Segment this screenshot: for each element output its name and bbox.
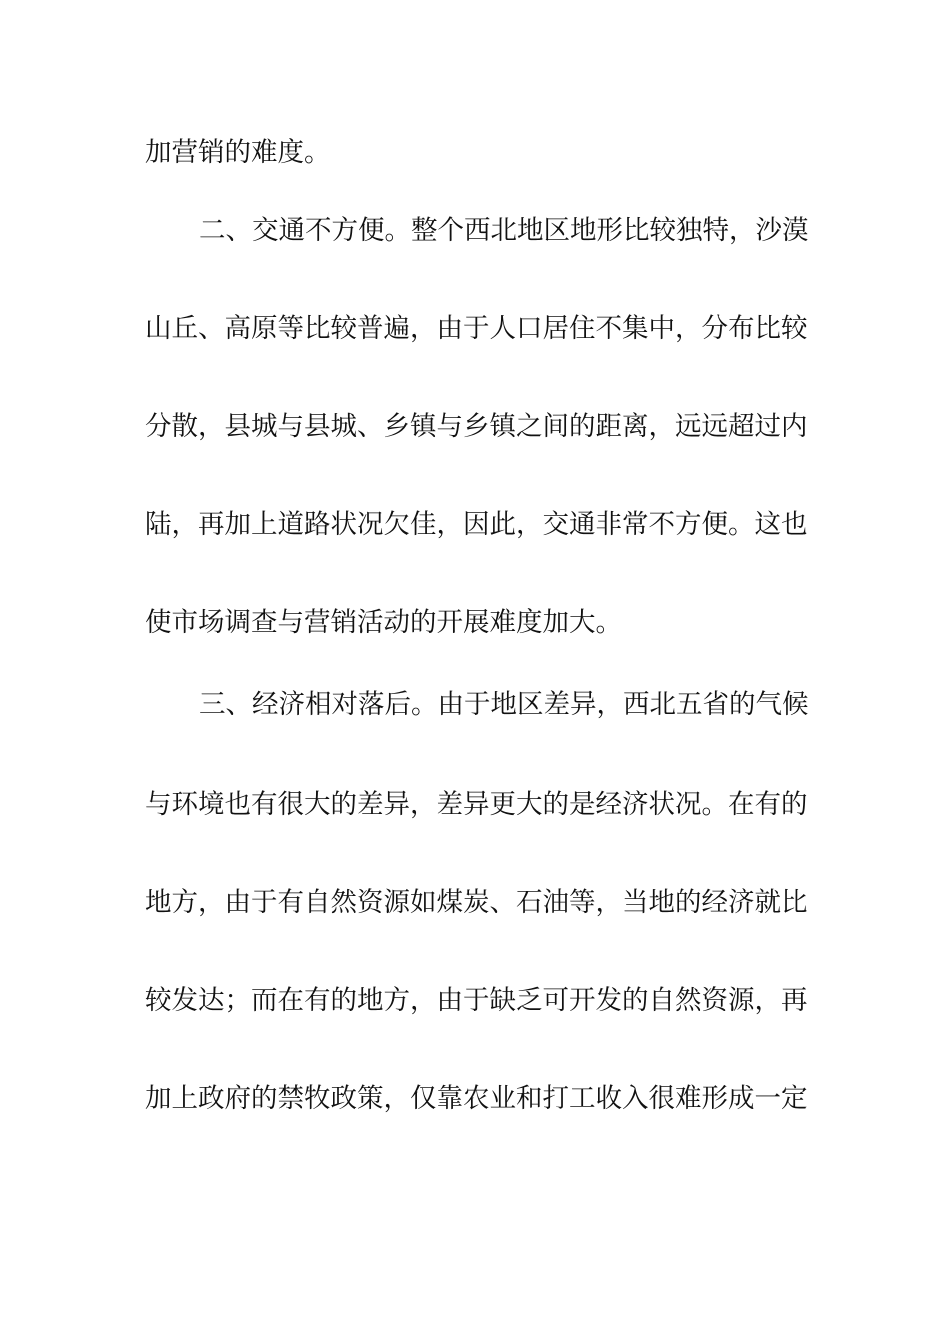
- text-line: 地方，由于有自然资源如煤炭、石油等，当地的经济就比: [145, 887, 808, 918]
- text-line: 使市场调查与营销活动的开展难度加大。: [145, 607, 622, 638]
- text-line: 山丘、高原等比较普遍，由于人口居住不集中，分布比较: [145, 313, 808, 344]
- paragraph-start-line: 三、经济相对落后。由于地区差异，西北五省的气候: [199, 689, 809, 720]
- text-line: 分散，县城与县城、乡镇与乡镇之间的距离，远远超过内: [145, 411, 808, 442]
- text-line: 陆，再加上道路状况欠佳，因此，交通非常不方便。这也: [145, 509, 808, 540]
- text-line: 加上政府的禁牧政策，仅靠农业和打工收入很难形成一定: [145, 1083, 808, 1114]
- text-line: 加营销的难度。: [145, 137, 331, 168]
- text-line: 与环境也有很大的差异，差异更大的是经济状况。在有的: [145, 789, 808, 820]
- paragraph-start-line: 二、交通不方便。整个西北地区地形比较独特，沙漠: [199, 215, 809, 246]
- text-line: 较发达；而在有的地方，由于缺乏可开发的自然资源，再: [145, 985, 808, 1016]
